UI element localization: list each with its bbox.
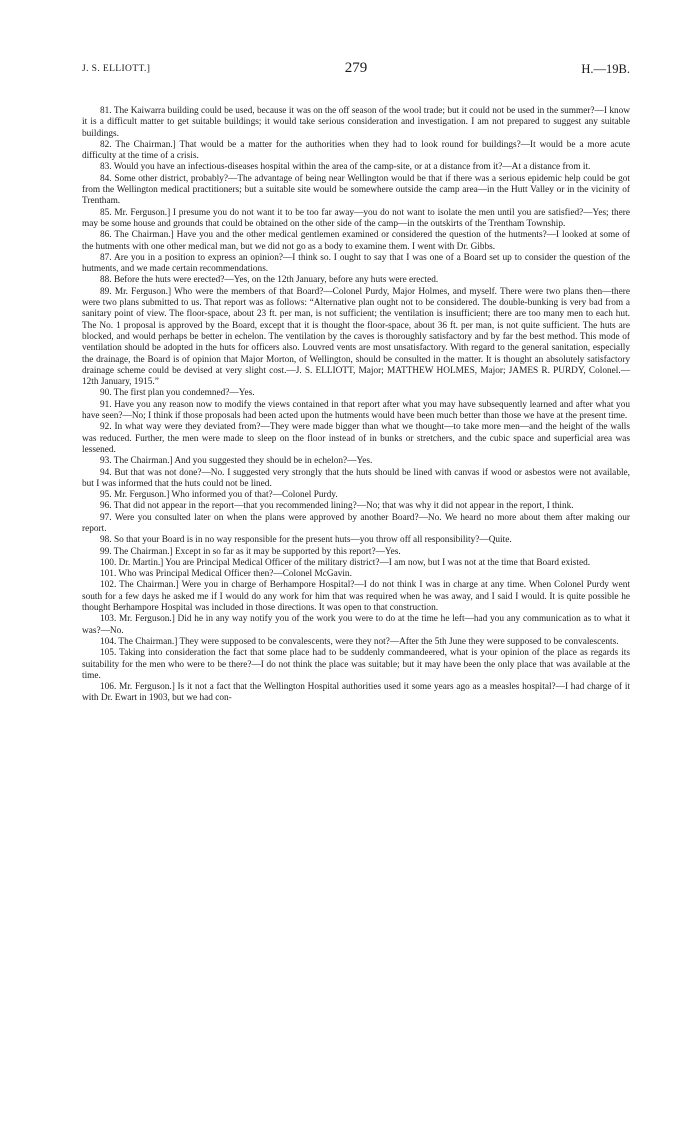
question-97: 97. Were you consulted later on when the plans were approved by another Board?—No. We heard no more about them after making our report. [82, 512, 630, 534]
question-96: 96. That did not appear in the report—that you recommended lining?—No; that was why it did not appear in the report, I think. [100, 501, 574, 512]
question-98: 98. So that your Board is in no way responsible for the present huts—you throw off all responsibility?—Quite. [100, 535, 512, 546]
document-page [82, 60, 630, 705]
question-100: 100. Dr. Martin.] You are Principal Medical Officer of the military district?—I am now, but I was not at the time that Board existed. [100, 557, 591, 568]
question-90: 90. The first plan you condemned?—Yes. [100, 388, 255, 399]
question-87: 87. Are you in a position to express an opinion?—I think so. I ought to say that I was one of a Board set up to consider the question of the hutments, and we made certain recommendations. [82, 252, 630, 275]
document-code: H.—19B. [581, 62, 630, 76]
testimony-body [82, 106, 630, 705]
question-102: 102. The Chairman.] Were you in charge of Berhampore Hospital?—I do not think I was in charge at any time. When Colonel Purdy went south for a few days he asked me if I would do any work for him that was required when he was away, and I said I would. It is quite possible he thought Berhampore Hospital was included in those directions. It was open to that construction. [82, 580, 630, 614]
question-86: 86. The Chairman.] Have you and the other medical gentlemen examined or considered the question of the hutments?—I looked at some of the hutments with one other medical man, but we did not go as a body to examine them. I went with Dr. Gibbs. [82, 230, 630, 252]
question-103: 103. Mr. Ferguson.] Did he in any way notify you of the work you were to do at the time he left—had you any communication as to what it was?—No. [82, 614, 630, 636]
question-93: 93. The Chairman.] And you suggested they should be in echelon?—Yes. [100, 456, 373, 467]
question-95: 95. Mr. Ferguson.] Who informed you of that?—Colonel Purdy. [100, 490, 338, 501]
question-85: 85. Mr. Ferguson.] I presume you do not want it to be too far away—you do not want to isolate the men until you are satisfied?—Yes; there may be some house and grounds that could be obtained on the other side of the camp—in the outskirts of the Trentham Township. [82, 207, 630, 229]
question-82: 82. The Chairman.] That would be a matter for the authorities when they had to look round for buildings?—It would be a more acute difficulty at the time of a crisis. [82, 139, 630, 162]
question-83: 83. Would you have an infectious-diseases hospital within the area of the camp-site, or at a distance from it?—At a distance from it. [100, 162, 591, 173]
question-101: 101. Who was Principal Medical Officer then?—Colonel McGavin. [100, 569, 352, 580]
question-105: 105. Taking into consideration the fact that some place had to be suddenly commandeered, what is your opinion of the place as regards its suitability for the men who were to be there?—I do not think the place was suitable; but it may have been the only place that was available at the time. [82, 648, 630, 681]
question-81: 81. The Kaiwarra building could be used, because it was on the off season of the wool trade; but it could not be used in the summer?—I know it is a difficult matter to get suitable buildings; it would take serious consideration and investigation. I am not prepared to suggest any suitable buildings. [82, 106, 630, 139]
header-witness: J. S. ELLIOTT.] [82, 64, 151, 74]
question-88: 88. Before the huts were erected?—Yes, on the 12th January, before any huts were erected. [100, 275, 439, 286]
question-99: 99. The Chairman.] Except in so far as it may be supported by this report?—Yes. [100, 546, 401, 557]
question-104: 104. The Chairman.] They were supposed to be convalescents, were they not?—After the 5th June they were supposed to be convalescents. [100, 636, 619, 647]
question-106: 106. Mr. Ferguson.] Is it not a fact that the Wellington Hospital authorities used it some years ago as a measles hospital?—I had charge of it with Dr. Ewart in 1903, but we had con- [82, 682, 630, 704]
question-89: 89. Mr. Ferguson.] Who were the members of that Board?—Colonel Purdy, Major Holmes, and myself. There were two plans then—there were two plans submitted to us. That report was as follows: “Alternative plan ought not to be considered. The double-bunking is very bad from a sanitary point of view. The floor-space, about 23 ft. per man, is not sufficient; the ventilation is insufficient; there are too many men to each hut. The No. 1 proposal is approved by the Board, except that it is thought the floor-space, about 36 ft. per man, is not quite sufficient. The huts are blocked, and would perhaps be better in echelon. The ventilation by the caves is thoroughly satisfactory and by far the best method. This mode of ventilation should be adopted in the huts for officers also. Louvred vents are most unsatisfactory. With regard to the general sanitation, especially the drainage, the Board is of opinion that Major Morton, of Wellington, should be consulted in the matter. It is thought an absolutely satisfactory drainage scheme could be devised at very slight cost.—J. S. ELLIOTT, Major; MATTHEW HOLMES, Major; JAMES R. PURDY, Colonel.—12th January, 1915.” [82, 286, 630, 388]
question-94: 94. But that was not done?—No. I suggested very strongly that the huts should be lined with canvas if wood or asbestos were not available, but I was informed that the huts could not be lined. [82, 467, 630, 489]
running-header [82, 60, 630, 82]
page-number: 279 [344, 60, 368, 76]
question-91: 91. Have you any reason now to modify the views contained in that report after what you may have subsequently learned and after what you have seen?—No; I think if those proposals had been acted upon the hutments would have been much better than those we have at the present time. [82, 399, 630, 422]
question-84: 84. Some other district, probably?—The advantage of being near Wellington would be that if there was a serious epidemic help could be got from the Wellington medical practitioners; but a suitable site would be somewhere outside the camp area—in the Hutt Valley or in the vicinity of Trentham. [82, 173, 630, 207]
question-92: 92. In what way were they deviated from?—They were made bigger than what we thought—to take more men—and the height of the walls was reduced. Further, the men were made to sleep on the floor instead of in bunks or stretchers, and the cubic space and superficial area was lessened. [82, 422, 630, 455]
